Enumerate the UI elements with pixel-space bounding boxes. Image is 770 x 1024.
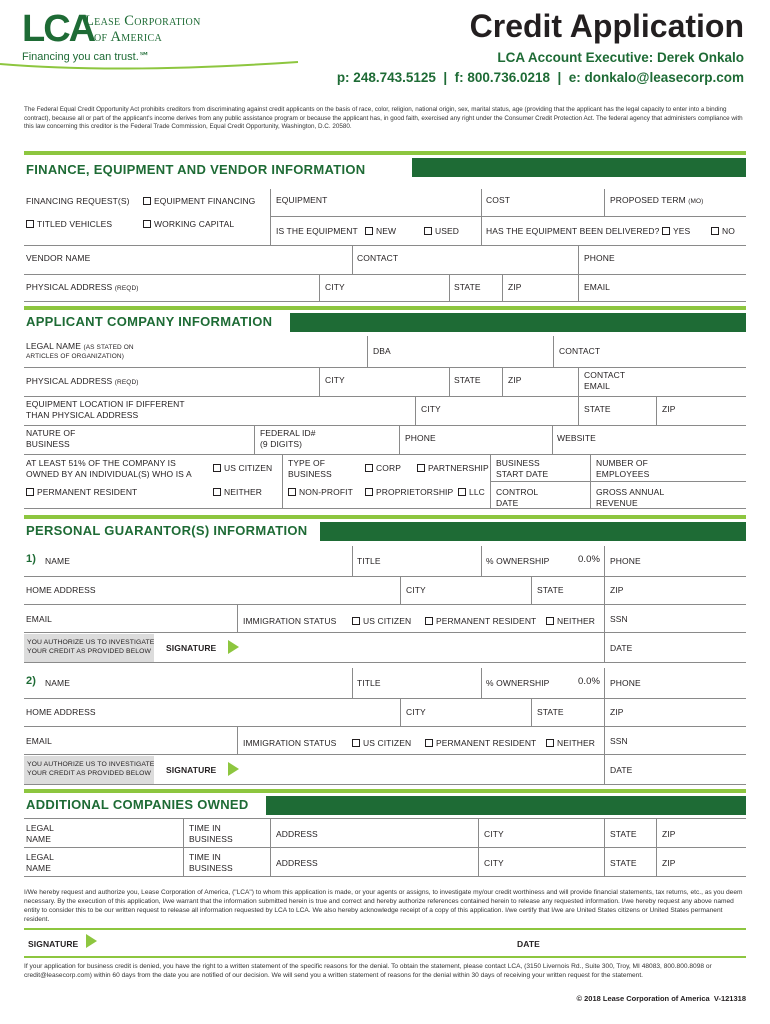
divider [604,698,605,726]
divider [400,698,401,726]
section-rule-dark [290,313,746,332]
checkbox-g2-neither[interactable] [546,738,595,748]
label-g2-name: NAME [45,678,70,688]
divider [604,189,605,216]
checkbox-box[interactable] [288,488,296,496]
label-nature-1: NATURE OF [26,428,76,438]
divider [578,396,579,425]
divider [352,546,353,576]
label-ac1-state: STATE [610,829,637,839]
checkbox-box[interactable] [213,488,221,496]
divider [449,274,450,301]
label-employees-1: NUMBER OF [596,458,648,468]
label-us-citizen: US CITIZEN [363,616,412,626]
label-company-phone: PHONE [405,433,436,443]
section-title-company: APPLICANT COMPANY INFORMATION [26,314,273,329]
label-cost: COST [486,195,511,205]
label-permanent-resident: PERMANENT RESIDENT [436,738,537,748]
label-used: USED [435,226,460,236]
label-ac1-legal-2: NAME [26,834,51,844]
label-ac1-time-1: TIME IN [189,823,221,833]
g1-ownership-value[interactable]: 0.0% [578,554,601,565]
checkbox-box[interactable] [213,464,221,472]
checkbox-box[interactable] [352,617,360,625]
label-equipment: EQUIPMENT [276,195,328,205]
label-is-equipment: IS THE EQUIPMENT [276,226,358,236]
signature-arrow-icon [228,640,239,659]
divider [490,481,746,482]
label-company-email: EMAIL [584,381,611,391]
checkbox-corp[interactable] [365,463,401,473]
divider [415,396,416,425]
label-bstart-2: START DATE [496,469,549,479]
checkbox-box[interactable] [352,739,360,747]
checkbox-g1-permanent-resident[interactable] [425,616,536,626]
label-equip-location-1: EQUIPMENT LOCATION IF DIFFERENT [26,399,185,409]
label-atleast-2: OWNED BY AN INDIVIDUAL(S) WHO IS A [26,469,192,479]
label-nature-2: BUSINESS [26,439,70,449]
label-g1-date: DATE [610,643,633,653]
divider [531,576,532,604]
label-ac2-legal-2: NAME [26,863,51,873]
signature-arrow-icon [228,762,239,781]
checkbox-box[interactable] [26,488,34,496]
divider [24,454,746,455]
checkbox-box[interactable] [143,220,151,228]
label-equip-city: CITY [421,404,441,414]
label-ac2-state: STATE [610,858,637,868]
label-g1-state: STATE [537,585,564,595]
divider [24,367,746,368]
label-new: NEW [376,226,397,236]
checkbox-delivered-yes[interactable] [662,226,690,236]
divider [502,367,503,396]
logo-tagline: Financing you can trust.℠ [22,51,150,63]
label-company-address-text: PHYSICAL ADDRESS [26,376,113,386]
checkbox-llc[interactable] [458,487,485,497]
checkbox-box[interactable] [26,220,34,228]
label-neither: NEITHER [557,738,596,748]
section-rule-light [24,306,746,310]
divider [481,546,482,576]
label-vendor-phone: PHONE [584,253,615,263]
divider [24,818,746,819]
label-control-2: DATE [496,498,519,508]
label-company-contact: CONTACT [559,346,601,356]
divider [24,508,746,509]
checkbox-owner-permanent-resident[interactable] [26,487,137,497]
divider [578,367,579,396]
label-g2-authorize-2: YOUR CREDIT AS PROVIDED BELOW [27,770,152,777]
g2-signature-field[interactable] [244,756,602,784]
divider [352,668,353,698]
label-equip-state: STATE [584,404,611,414]
checkbox-equipment-financing[interactable] [143,196,255,206]
label-legal-name [26,341,134,352]
label-g2-authorize-1: YOU AUTHORIZE US TO INVESTIGATE [27,761,155,768]
divider [578,245,579,274]
divider [604,576,605,604]
divider [254,425,255,454]
checkbox-owner-neither[interactable] [213,487,262,497]
label-articles: ARTICLES OF ORGANIZATION) [26,353,124,360]
label-g1-title: TITLE [357,556,381,566]
checkbox-box[interactable] [458,488,466,496]
label-proposed-term-text: PROPOSED TERM [610,195,686,205]
label-vendor-contact: CONTACT [357,253,399,263]
checkbox-g2-permanent-resident[interactable] [425,738,536,748]
checkbox-partnership[interactable] [417,463,489,473]
checkbox-box[interactable] [365,488,373,496]
divider [24,928,746,930]
label-neither: NEITHER [557,616,596,626]
divider [502,274,503,301]
label-g1-ssn: SSN [610,614,628,624]
label-proposed-term-unit: (MO) [688,198,704,205]
arrow-shape [228,640,239,654]
checkbox-box[interactable] [365,464,373,472]
label-control-1: CONTROL [496,487,539,497]
divider [24,604,746,605]
label-company-contact2: CONTACT [584,370,626,380]
checkbox-box[interactable] [425,617,433,625]
section-title-guarantor: PERSONAL GUARANTOR(S) INFORMATION [26,523,308,538]
label-ac1-city: CITY [484,829,504,839]
label-ac1-zip: ZIP [662,829,676,839]
divider [604,726,605,754]
checkbox-proprietorship[interactable] [365,487,453,497]
divider [578,274,579,301]
checkbox-new[interactable] [365,226,396,236]
logo-name-line2: of America [94,29,162,45]
page-title: Credit Application [469,8,744,44]
label-g2-date: DATE [610,765,633,775]
divider [24,245,746,246]
guarantor-number-2: 2) [26,675,36,687]
label-vendor-state: STATE [454,282,481,292]
g2-ownership-value[interactable]: 0.0% [578,676,601,687]
divider [270,216,746,217]
guarantor-number-1: 1) [26,553,36,565]
divider [319,274,320,301]
divider [590,454,591,508]
divider [604,632,605,662]
label-vendor-city: CITY [325,282,345,292]
label-legal-name-text: LEGAL NAME [26,341,82,351]
checkbox-box[interactable] [546,617,554,625]
divider [24,876,746,877]
label-employees-2: EMPLOYEES [596,469,650,479]
divider [270,189,271,245]
label-g2-ssn: SSN [610,736,628,746]
label-reqd: (REQD) [114,285,139,292]
checkbox-delivered-no[interactable] [711,226,735,236]
divider [352,245,353,274]
section-rule-light [24,789,746,793]
label-ac1-time-2: BUSINESS [189,834,233,844]
denial-notice: If your application for business credit is denied, you have the right to a written statement of the specific reasons for the denial. To obtain the statement, please contact LCA, (3150 Livernois Rd., Suite 300, Troy, MI 48083, 800.800.8098 or credit@leasecorp.com) within 60 days from the date you are notified of our decision. We will send you a written statement of reasons for the denial within 30 days of receiving your written request for the statement. [24,963,712,979]
label-equipment-financing: EQUIPMENT FINANCING [154,196,256,206]
label-bstart-1: BUSINESS [496,458,540,468]
section-title-finance: FINANCE, EQUIPMENT AND VENDOR INFORMATION [26,162,366,177]
label-fedid-1: FEDERAL ID# [260,428,316,438]
label-financing-request: FINANCING REQUEST(S) [26,196,130,206]
label-delivered: HAS THE EQUIPMENT BEEN DELIVERED? [486,226,660,236]
label-g2-state: STATE [537,707,564,717]
g1-signature-field[interactable] [244,634,602,662]
divider [604,754,605,784]
label-fedid-2: (9 DIGITS) [260,439,303,449]
divider [604,546,605,576]
divider [531,698,532,726]
label-g2-city: CITY [406,707,426,717]
label-equip-zip: ZIP [662,404,676,414]
label-proprietorship: PROPRIETORSHIP [376,487,454,497]
checkbox-nonprofit[interactable] [288,487,353,497]
divider [24,632,746,633]
arrow-shape [86,934,97,948]
label-g2-ownership: % OWNERSHIP [486,678,550,688]
label-g1-authorize-2: YOUR CREDIT AS PROVIDED BELOW [27,648,152,655]
divider [553,336,554,367]
label-g2-phone: PHONE [610,678,641,688]
label-vendor-email: EMAIL [584,282,611,292]
label-type-1: TYPE OF [288,458,326,468]
label-equip-location-2: THAN PHYSICAL ADDRESS [26,410,139,420]
logo-name-line1: Lease Corporation [85,13,201,29]
divider [367,336,368,367]
divider [24,726,746,727]
label-vendor-address [26,282,139,293]
final-signature-field[interactable] [100,932,510,954]
label-permanent-resident: PERMANENT RESIDENT [436,616,537,626]
footer-copyright: © 2018 Lease Corporation of America V-121318 [576,994,746,1003]
label-permanent-resident: PERMANENT RESIDENT [37,487,138,497]
divider [24,576,746,577]
label-ac2-address: ADDRESS [276,858,318,868]
divider [237,604,238,632]
divider [552,425,553,454]
divider [604,668,605,698]
label-g2-zip: ZIP [610,707,624,717]
label-ac2-time-1: TIME IN [189,852,221,862]
label-llc: LLC [469,487,485,497]
checkbox-titled-vehicles[interactable] [26,219,112,229]
section-rule-light [24,515,746,519]
label-g1-authorize-1: YOU AUTHORIZE US TO INVESTIGATE [27,639,155,646]
checkbox-used[interactable] [424,226,459,236]
label-ac2-zip: ZIP [662,858,676,868]
label-revenue-2: REVENUE [596,498,638,508]
checkbox-owner-us-citizen[interactable] [213,463,272,473]
checkbox-g2-us-citizen[interactable] [352,738,411,748]
label-company-city: CITY [325,375,345,385]
divider [656,396,657,425]
divider [24,754,746,755]
label-reqd: (REQD) [114,379,139,386]
section-rule-light [24,151,746,155]
logo-lca-mark: LCA [22,8,95,50]
divider [449,367,450,396]
section-rule-dark [412,158,746,177]
label-company-zip: ZIP [508,375,522,385]
divider [481,668,482,698]
divider [24,396,746,397]
checkbox-box[interactable] [417,464,425,472]
divider [481,216,482,245]
divider [24,301,746,302]
section-title-additional: ADDITIONAL COMPANIES OWNED [26,797,249,812]
checkbox-box[interactable] [711,227,719,235]
label-corp: CORP [376,463,401,473]
label-g1-city: CITY [406,585,426,595]
label-company-address [26,376,139,387]
label-nonprofit: NON-PROFIT [299,487,353,497]
checkbox-box[interactable] [662,227,670,235]
label-proposed-term [610,195,703,206]
final-date-field[interactable] [545,932,745,954]
label-titled-vehicles: TITLED VEHICLES [37,219,113,229]
divider [24,956,746,958]
label-final-signature: SIGNATURE [28,939,79,949]
checkbox-g1-neither[interactable] [546,616,595,626]
arrow-shape [228,762,239,776]
label-revenue-1: GROSS ANNUAL [596,487,665,497]
section-rule-dark [320,522,746,541]
signature-arrow-icon [86,934,97,953]
label-ac1-legal-1: LEGAL [26,823,54,833]
divider [24,274,746,275]
label-g2-title: TITLE [357,678,381,688]
divider [24,425,746,426]
divider [24,847,746,848]
ecoa-notice: The Federal Equal Credit Opportunity Act prohibits creditors from discriminating against credit applicants on the basis of race, color, religion, national origin, sex, marital status, age (providing that the applicant has the legal capacity to enter into a binding contract), because all or part of the applicant's income derives from any public assistance program or because the applicant has, in good faith, exercised any right under the Consumer Credit Protection Act. The federal agency that administers compliance with this law concerning this creditor is the Federal Trade Commission, Equal Credit Opportunity, Washington, D.C. 20580. [24,106,743,130]
label-g1-signature: SIGNATURE [166,643,217,653]
section-rule-dark [266,796,746,815]
label-g1-name: NAME [45,556,70,566]
label-g2-home-address: HOME ADDRESS [26,707,96,717]
label-g1-home-address: HOME ADDRESS [26,585,96,595]
divider [399,425,400,454]
label-vendor-name: VENDOR NAME [26,253,91,263]
label-ac2-time-2: BUSINESS [189,863,233,873]
checkbox-box[interactable] [424,227,432,235]
label-g1-ownership: % OWNERSHIP [486,556,550,566]
divider [319,367,320,396]
contact-line: p: 248.743.5125 | f: 800.736.0218 | e: donkalo@leasecorp.com [336,70,744,85]
label-us-citizen: US CITIZEN [363,738,412,748]
label-website: WEBSITE [557,433,596,443]
label-g1-phone: PHONE [610,556,641,566]
label-us-citizen: US CITIZEN [224,463,273,473]
label-yes: YES [673,226,691,236]
label-as-stated: (AS STATED ON [83,344,134,351]
label-ac2-city: CITY [484,858,504,868]
label-g2-email: EMAIL [26,736,53,746]
label-g1-email: EMAIL [26,614,53,624]
label-ac1-address: ADDRESS [276,829,318,839]
checkbox-working-capital[interactable] [143,219,234,229]
label-vendor-zip: ZIP [508,282,522,292]
label-ac2-legal-1: LEGAL [26,852,54,862]
divider [237,726,238,754]
label-g2-immigration: IMMIGRATION STATUS [243,738,337,748]
divider [24,698,746,699]
authorization-text: I/We hereby request and authorize you, Lease Corporation of America, ("LCA") to whom this application is made, or your agents or assigns, to investigate my/our credit worthiness and will provide financial statements, tax returns, etc., as you deem necessary. By the execution of this application, I/we warrant that the information submitted herein is true and correct and hereby authorize references contained herein to release any requested information. I/we hereby request any above named entity to consider this to be our written request to release all information requested by LCA to LCA. We also hereby acknowledge receipt of a copy of this application. I/we certify that I/we are United States citizens or United States permanent resident. [24,889,743,923]
checkbox-g1-us-citizen[interactable] [352,616,411,626]
divider [604,604,605,632]
checkbox-box[interactable] [425,739,433,747]
divider [282,454,283,508]
divider [400,576,401,604]
checkbox-box[interactable] [143,197,151,205]
divider [481,189,482,216]
label-vendor-address-text: PHYSICAL ADDRESS [26,282,113,292]
account-executive: LCA Account Executive: Derek Onkalo [497,50,744,65]
checkbox-box[interactable] [546,739,554,747]
label-no: NO [722,226,735,236]
label-type-2: BUSINESS [288,469,332,479]
label-working-capital: WORKING CAPITAL [154,219,235,229]
checkbox-box[interactable] [365,227,373,235]
label-atleast-1: AT LEAST 51% OF THE COMPANY IS [26,458,176,468]
divider [24,662,746,663]
label-g2-signature: SIGNATURE [166,765,217,775]
logo-swoosh [0,58,300,72]
label-final-date: DATE [517,939,540,949]
label-g1-zip: ZIP [610,585,624,595]
label-g1-immigration: IMMIGRATION STATUS [243,616,337,626]
label-company-state: STATE [454,375,481,385]
divider [24,784,746,785]
label-neither: NEITHER [224,487,263,497]
label-dba: DBA [373,346,391,356]
label-partnership: PARTNERSHIP [428,463,489,473]
